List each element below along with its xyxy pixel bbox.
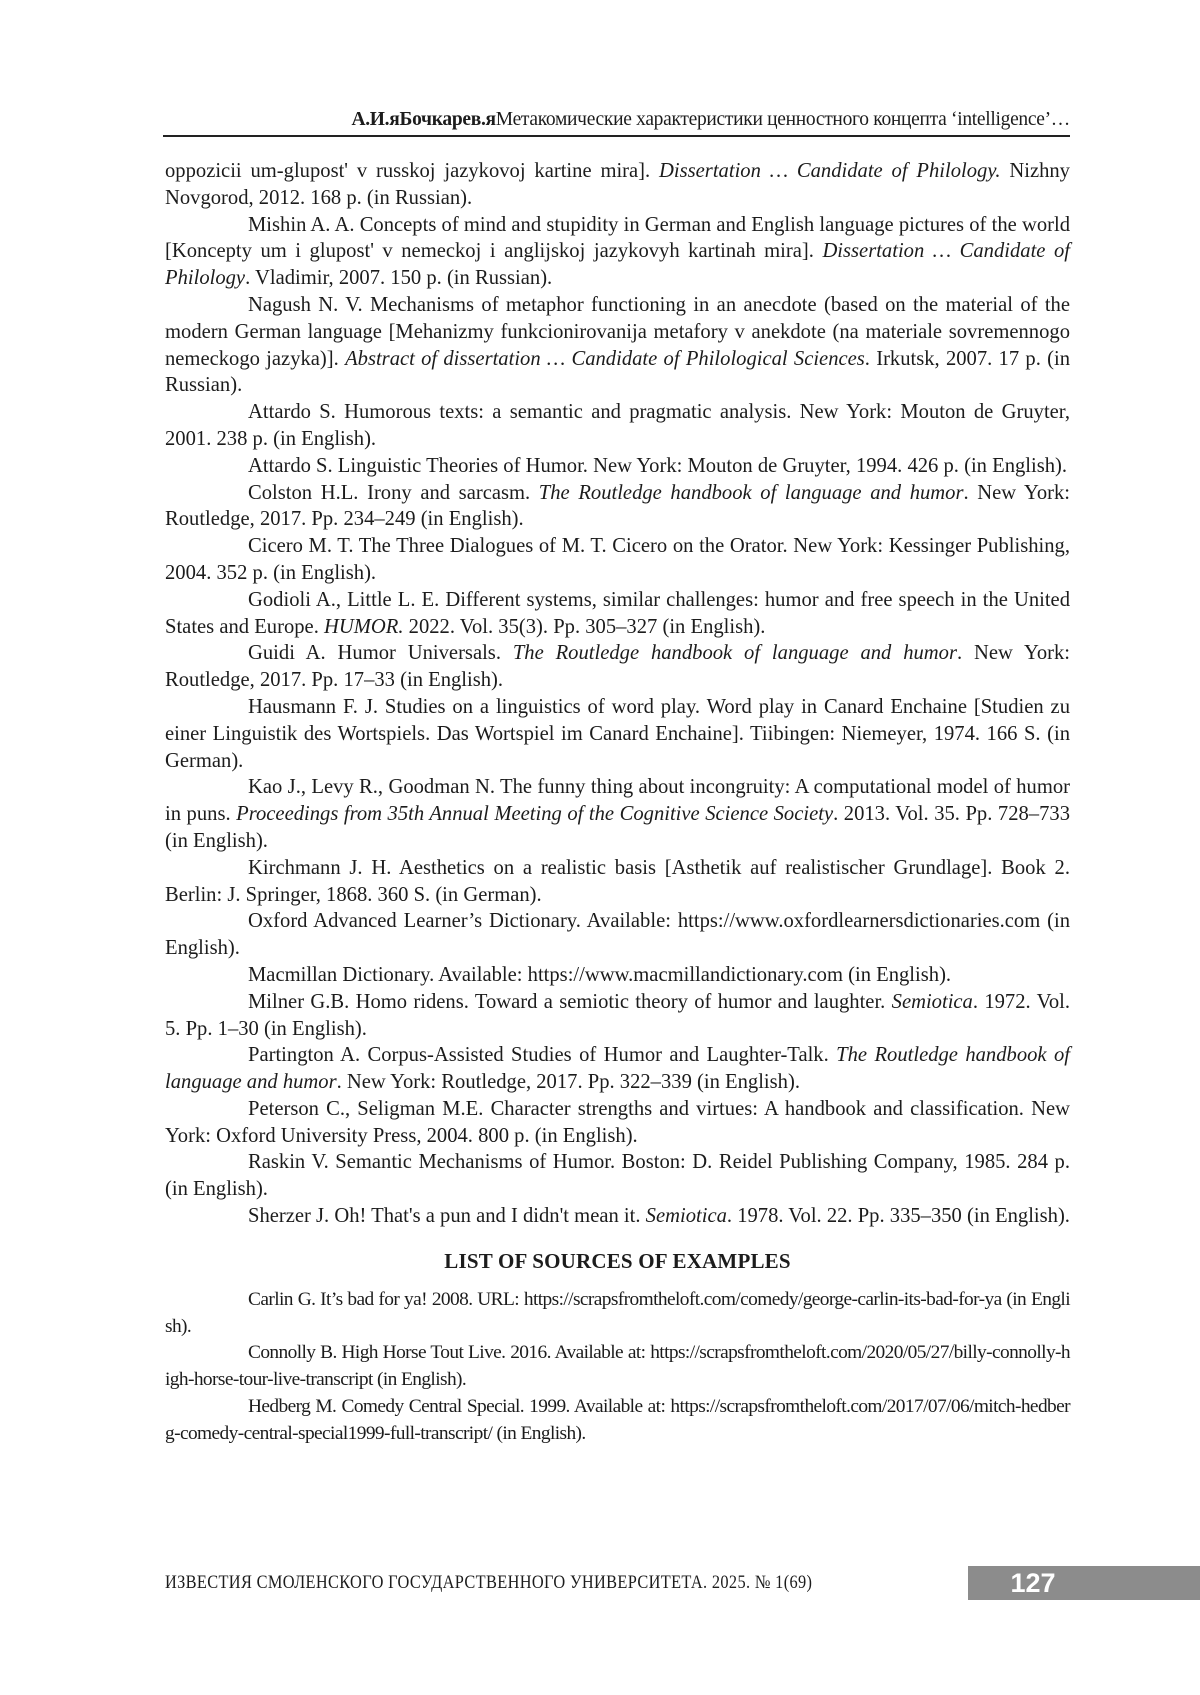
page-number: 127: [1010, 1568, 1056, 1598]
reference-text: Kirchmann J. H. Aesthetics on a realistic basis [Asthetik auf realistischer Grundlage]. Book 2. Berlin: J. Springer, 1868. 360 S. (in German).: [165, 856, 1070, 906]
reference-text: . 2013. Vol. 35. Pp. 728–733 (in English).: [165, 803, 1070, 852]
reference-italic-text: The Routledge handbook of language and humor: [165, 1044, 1070, 1094]
reference-entry: [165, 694, 1070, 774]
reference-text: Attardo S. Humorous texts: a semantic and pragmatic analysis. New York: Mouton de Gruyter, 2001. 238 p. (in English).: [165, 401, 1070, 450]
reference-text: Nagush N. V. Mechanisms of metaphor functioning in an anecdote (based on the material of the modern German language [Mehanizmy funkcionirovanija metafory v anekdote (na materiale sovremennogo nemeckogo jazyka)].: [165, 293, 1070, 370]
reference-entry: [165, 908, 1070, 962]
reference-entry: [165, 1149, 1070, 1203]
reference-entry: [165, 212, 1070, 292]
reference-entry: [165, 453, 1070, 480]
main-content: [165, 158, 1070, 1448]
reference-entry: [165, 1042, 1070, 1096]
reference-entry: [165, 533, 1070, 587]
sources-list: [165, 1287, 1070, 1448]
reference-italic-text: HUMOR.: [324, 615, 404, 638]
reference-entry: [165, 640, 1070, 694]
reference-entry: [165, 587, 1070, 641]
reference-text: Mishin A. A. Concepts of mind and stupidity in German and English language pictures of the world [Koncepty um i glupost' v nemeckoj i anglijskoj jazykovyh kartinah mira].: [165, 213, 1070, 263]
reference-text: Guidi A. Humor Universals.: [248, 642, 513, 665]
reference-text: Oxford Advanced Learner’s Dictionary. Available: https://www.oxfordlearnersdictionaries.com (in English).: [165, 910, 1070, 960]
reference-text: . New York: Routledge, 2017. Pp. 234–249 (in English).: [165, 481, 1071, 531]
reference-entry: [165, 292, 1070, 399]
reference-entry: [165, 855, 1070, 909]
header-rule: [163, 135, 1070, 137]
reference-entry: [165, 1203, 1070, 1230]
reference-text: . Vladimir, 2007. 150 p. (in Russian).: [245, 267, 553, 290]
reference-entry: [165, 1096, 1070, 1150]
reference-text: Hausmann F. J. Studies on a linguistics of word play. Word play in Canard Enchaine [Studien zu einer Linguistik des Wortspiels. Das Wortspiel im Canard Enchaine]. Tiibingen: Niemeyer, 1974. 166 S. (in German).: [165, 695, 1070, 772]
reference-text: Cicero M. T. The Three Dialogues of M. T. Cicero on the Orator. New York: Kessinger Publishing, 2004. 352 p. (in English).: [165, 535, 1070, 584]
reference-text: Attardo S. Linguistic Theories of Humor. New York: Mouton de Gruyter, 1994. 426 p. (in English).: [248, 454, 1068, 477]
section-title: LIST OF SOURCES OF EXAMPLES: [444, 1248, 791, 1273]
reference-entry: [165, 399, 1070, 453]
reference-text: . New York: Routledge, 2017. Pp. 322–339 (in English).: [336, 1071, 800, 1094]
reference-text: 2022. Vol. 35(3). Pp. 305–327 (in English).: [403, 615, 766, 638]
footer-journal-title: ИЗВЕСТИЯ СМОЛЕНСКОГО ГОСУДАРСТВЕННОГО УНИВЕРСИТЕТА. 2025. № 1(69): [165, 1572, 813, 1593]
running-head-author: А.И.яБочкарев.я: [351, 109, 496, 130]
reference-list: [165, 158, 1070, 1230]
reference-text: Kao J., Levy R., Goodman N. The funny thing about incongruity: A computational model of humor in puns.: [165, 776, 1070, 826]
source-entry: Connolly B. High Horse Tout Live. 2016. Available at: https://scrapsfromtheloft.com/2020/05/27/billy-connolly-high-horse-tour-live-transcript (in English).: [165, 1342, 1070, 1391]
reference-text: . 1978. Vol. 22. Pp. 335–350 (in English).: [726, 1205, 1070, 1228]
reference-text: Peterson C., Seligman M.E. Character strengths and virtues: A handbook and classification. New York: Oxford University Press, 2004. 800 p. (in English).: [165, 1097, 1070, 1147]
reference-text: Godioli A., Little L. E. Different systems, similar challenges: humor and free speech in the United States and Europe.: [165, 588, 1070, 638]
reference-text: . 1972. Vol. 5. Pp. 1–30 (in English).: [165, 990, 1070, 1040]
running-head-title: Метакомические характеристики ценностного концепта ‘intelligence’…: [495, 109, 1070, 130]
reference-text: Partington A. Corpus-Assisted Studies of Humor and Laughter-Talk.: [248, 1044, 837, 1067]
reference-text: Sherzer J. Oh! That's a pun and I didn't mean it.: [248, 1205, 646, 1228]
source-entry: Carlin G. It’s bad for ya! 2008. URL: https://scrapsfromtheloft.com/comedy/george-carlin-its-bad-for-ya (in English).: [165, 1288, 1070, 1337]
reference-italic-text: Semiotica: [891, 990, 973, 1013]
reference-italic-text: Abstract of dissertation … Candidate of Philological Sciences: [345, 347, 865, 370]
reference-text: . Irkutsk, 2007. 17 p. (in Russian).: [165, 347, 1070, 397]
reference-italic-text: The Routledge handbook of language and humor: [538, 481, 964, 504]
reference-italic-text: Proceedings from 35th Annual Meeting of the Cognitive Science Society: [236, 803, 834, 826]
reference-text: Colston H.L. Irony and sarcasm.: [248, 481, 539, 504]
reference-italic-text: Semiotica: [645, 1205, 727, 1228]
reference-entry: [165, 158, 1070, 212]
reference-entry: [165, 989, 1070, 1043]
reference-text: Macmillan Dictionary. Available: https://www.macmillandictionary.com (in English).: [248, 963, 952, 986]
reference-text: Milner G.B. Homo ridens. Toward a semiotic theory of humor and laughter.: [248, 990, 892, 1013]
reference-italic-text: Dissertation … Candidate of Philology.: [659, 160, 1001, 182]
reference-italic-text: Dissertation … Candidate of Philology: [165, 240, 1070, 290]
reference-entry: [165, 480, 1070, 534]
reference-text: . New York: Routledge, 2017. Pp. 17–33 (in English).: [165, 642, 1070, 692]
reference-entry: [165, 962, 1070, 989]
reference-text: Raskin V. Semantic Mechanisms of Humor. Boston: D. Reidel Publishing Company, 1985. 284 p. (in English).: [165, 1151, 1070, 1201]
running-head: [163, 108, 1070, 132]
reference-text: Nizhny Novgorod, 2012. 168 p. (in Russian).: [165, 160, 1070, 209]
source-entry: Hedberg M. Comedy Central Special. 1999. Available at: https://scrapsfromtheloft.com/2017/07/06/mitch-hedberg-comedy-central-special1999-full-transcript/ (in English).: [165, 1396, 1070, 1444]
reference-entry: [165, 774, 1070, 854]
reference-text: oppozicii um-glupost' v russkoj jazykovoj kartine mira].: [165, 160, 660, 182]
reference-italic-text: The Routledge handbook of language and humor: [512, 642, 957, 665]
